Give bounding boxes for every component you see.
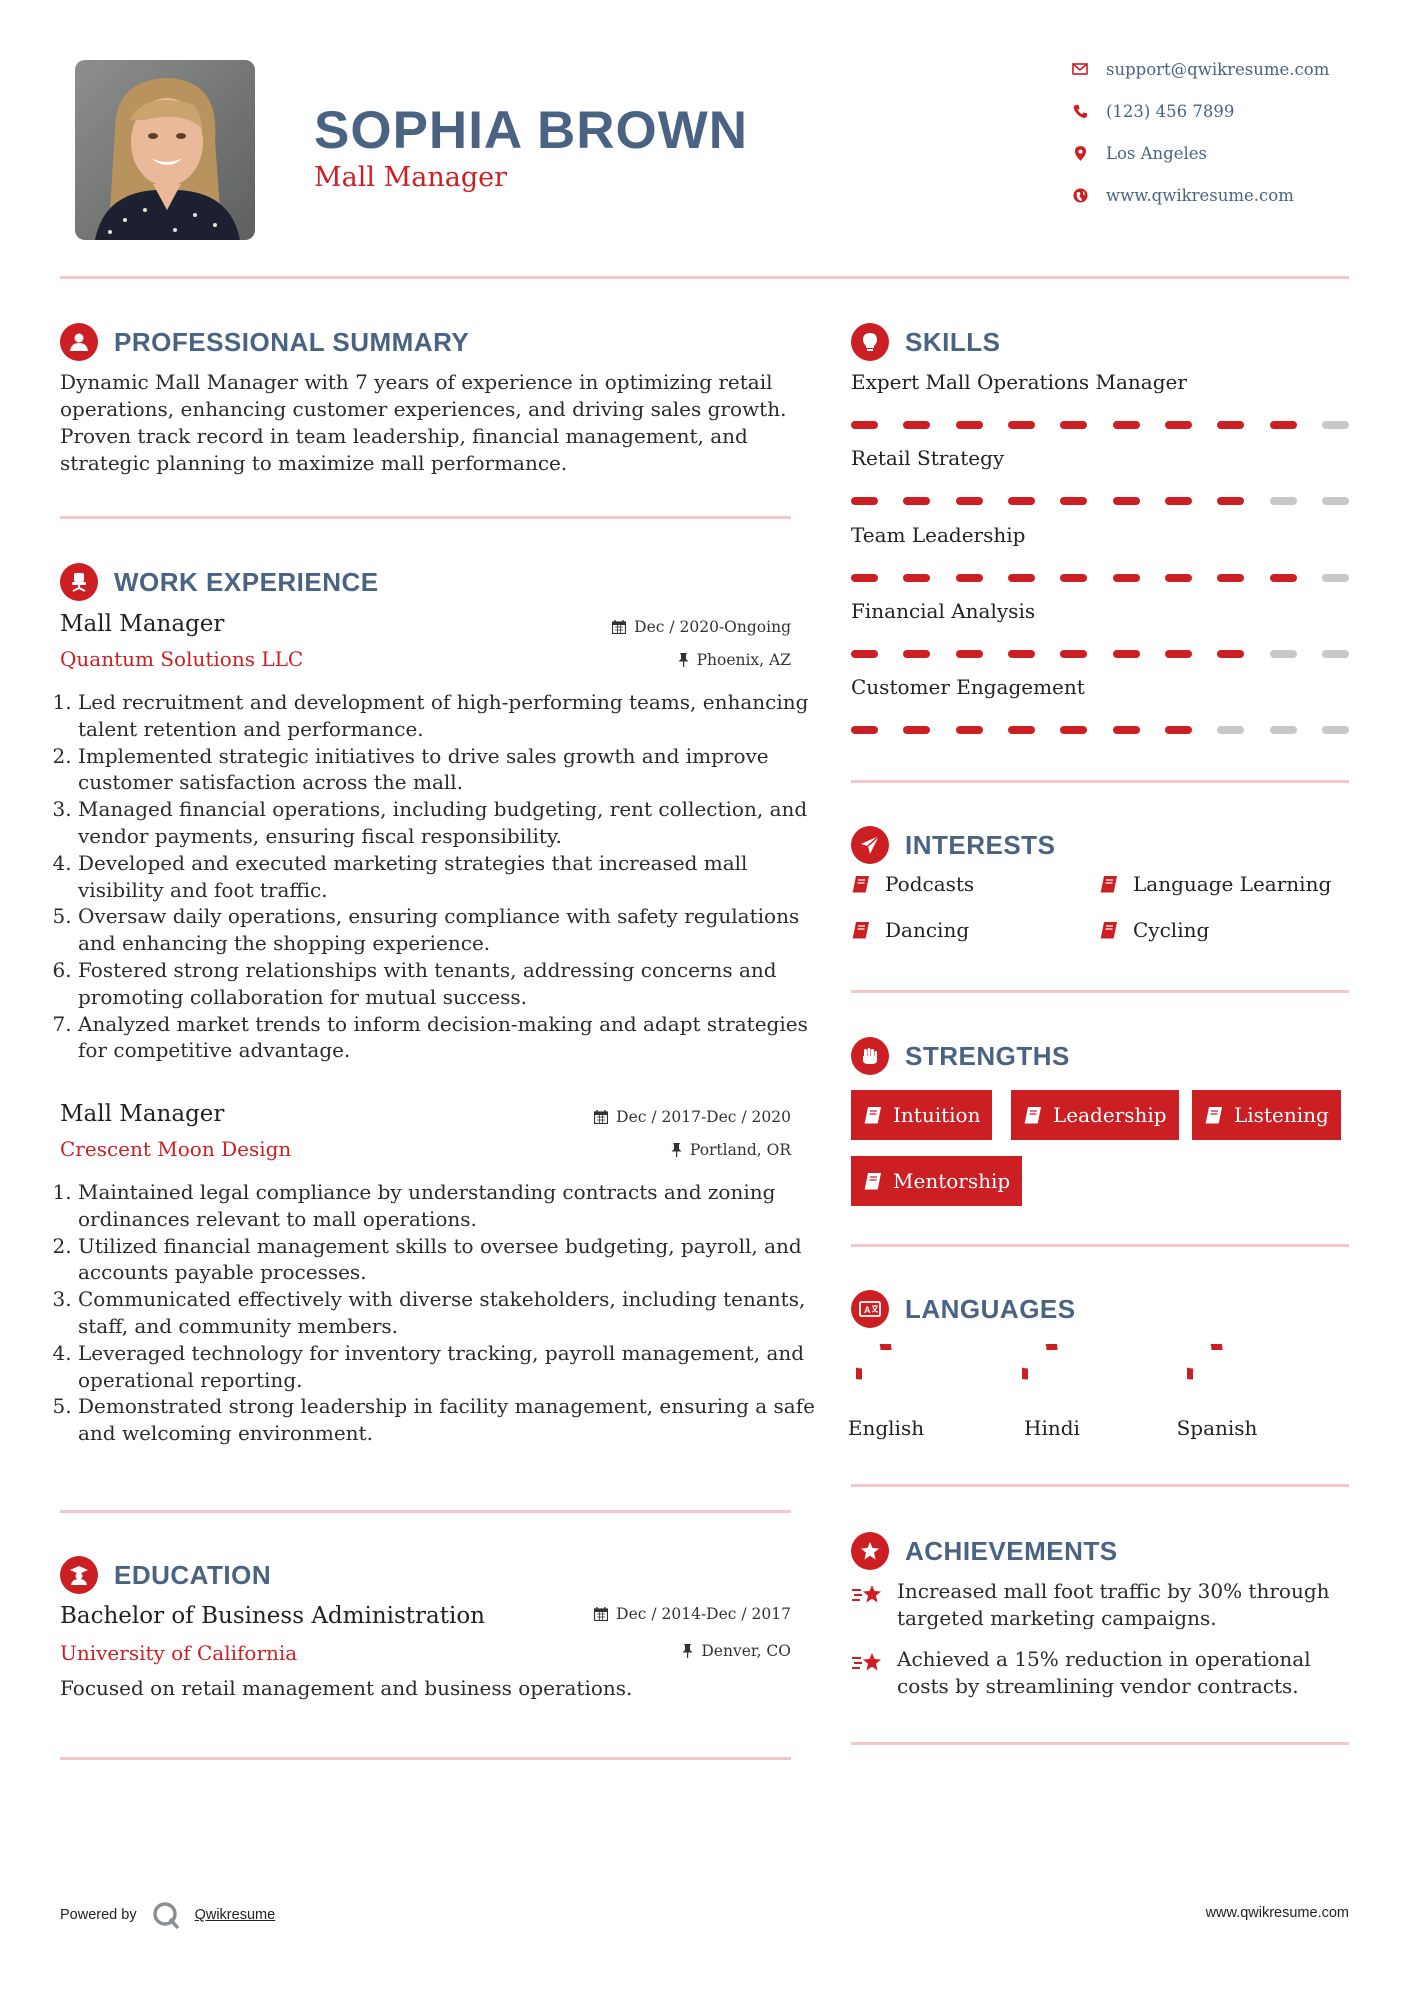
rating-dot <box>1322 726 1349 734</box>
rating-dot <box>1060 574 1087 582</box>
proficiency-arc <box>856 1344 886 1374</box>
section-interests <box>851 826 1055 864</box>
section-heading: LANGUAGES <box>905 1293 1076 1324</box>
section-heading: EDUCATION <box>114 1559 272 1590</box>
list-item: 1. Maintained legal compliance by understanding contracts and zoning ordinances relevant to mall operations. <box>78 1179 818 1233</box>
rating-dot <box>1217 574 1244 582</box>
calendar-icon <box>594 1607 608 1621</box>
job-location <box>678 651 791 669</box>
calendar-icon <box>612 620 626 634</box>
rating-dot <box>1217 650 1244 658</box>
rating-dot <box>851 574 878 582</box>
rating-dot <box>1165 574 1192 582</box>
list-item: 3. Managed financial operations, including budgeting, rent collection, and vendor payments, ensuring fiscal responsibility. <box>78 796 818 850</box>
rating-dot <box>1165 650 1192 658</box>
rating-dot <box>903 574 930 582</box>
rating-dot <box>1008 650 1035 658</box>
lightbulb-icon <box>851 323 889 361</box>
achievements-divider <box>851 1742 1349 1745</box>
interest-item: Cycling <box>1099 918 1209 942</box>
job-location-text: Portland, OR <box>689 1141 791 1159</box>
skill-rating <box>851 421 1349 429</box>
book-icon <box>863 1172 883 1190</box>
book-icon <box>851 921 871 939</box>
list-item: 2. Utilized financial management skills to oversee budgeting, payroll, and accounts payable processes. <box>78 1233 818 1287</box>
map-pin-icon <box>1070 143 1090 163</box>
education-location <box>682 1642 791 1660</box>
interest-item: Dancing <box>851 918 969 942</box>
contact-email-text: support@qwikresume.com <box>1106 59 1330 79</box>
skill-name: Customer Engagement <box>851 675 1085 699</box>
profile-photo <box>75 60 255 240</box>
section-heading: PROFESSIONAL SUMMARY <box>114 326 470 357</box>
language-item <box>992 1344 1112 1440</box>
book-icon <box>1099 921 1119 939</box>
rating-dot <box>956 650 983 658</box>
list-item: 6. Fostered strong relationships with tenants, addressing concerns and promoting collaboration for mutual success. <box>78 957 818 1011</box>
pushpin-icon <box>682 1644 693 1658</box>
section-languages <box>851 1290 1076 1328</box>
job-title: Mall Manager <box>60 1101 225 1127</box>
strength-tag: Intuition <box>851 1090 992 1140</box>
pushpin-icon <box>671 1143 682 1157</box>
paper-plane-icon <box>851 826 889 864</box>
job-dates-text: Dec / 2017-Dec / 2020 <box>616 1108 791 1126</box>
rating-dot <box>903 497 930 505</box>
strengths-divider <box>851 1244 1349 1247</box>
rating-dot <box>1060 497 1087 505</box>
education-divider <box>60 1757 791 1760</box>
proficiency-ring <box>856 1344 916 1404</box>
rating-dot <box>1008 497 1035 505</box>
skill-rating <box>851 726 1349 734</box>
rating-dot <box>851 421 878 429</box>
section-heading: STRENGTHS <box>905 1040 1070 1071</box>
skill-name: Financial Analysis <box>851 599 1036 623</box>
globe-icon <box>1070 185 1090 205</box>
book-icon <box>851 875 871 893</box>
company-name: Crescent Moon Design <box>60 1137 292 1161</box>
education-description: Focused on retail management and business operations. <box>60 1676 633 1700</box>
shooting-star-icon <box>851 1650 885 1676</box>
svg-text:A: A <box>864 1305 871 1315</box>
section-heading: WORK EXPERIENCE <box>114 566 379 597</box>
section-heading: SKILLS <box>905 326 1001 357</box>
powered-by-label: Powered by <box>60 1907 137 1923</box>
rating-dot <box>1270 650 1297 658</box>
degree-title: Bachelor of Business Administration <box>60 1603 485 1629</box>
proficiency-arc <box>1187 1344 1217 1374</box>
rating-dot <box>1270 574 1297 582</box>
job-location-text: Phoenix, AZ <box>696 651 791 669</box>
language-name: English <box>847 1416 925 1440</box>
skill-rating <box>851 650 1349 658</box>
job-duties-list <box>60 1179 818 1447</box>
contact-location-text: Los Angeles <box>1106 143 1207 163</box>
rating-dot <box>1113 421 1140 429</box>
interests-divider <box>851 990 1349 993</box>
rating-dot <box>903 650 930 658</box>
rating-dot <box>1113 574 1140 582</box>
section-strengths <box>851 1037 1070 1075</box>
qwikresume-link[interactable]: Qwikresume <box>194 1907 276 1923</box>
rating-dot <box>1113 726 1140 734</box>
rating-dot <box>1270 726 1297 734</box>
contact-location <box>1070 141 1370 165</box>
proficiency-arc <box>1022 1344 1052 1374</box>
shooting-star-icon <box>851 1582 885 1608</box>
user-icon <box>60 323 98 361</box>
rating-dot <box>1113 650 1140 658</box>
phone-icon <box>1070 101 1090 121</box>
language-name: Hindi <box>1024 1416 1080 1440</box>
rating-dot <box>903 421 930 429</box>
rating-dot <box>1008 726 1035 734</box>
skill-name: Expert Mall Operations Manager <box>851 370 1187 394</box>
book-icon <box>1099 875 1119 893</box>
section-achievements <box>851 1532 1118 1570</box>
proficiency-ring <box>1187 1344 1247 1404</box>
job-dates <box>612 618 791 636</box>
job-dates-text: Dec / 2020-Ongoing <box>634 618 791 636</box>
skills-divider <box>851 780 1349 783</box>
school-name: University of California <box>60 1641 298 1665</box>
language-item <box>1157 1344 1277 1440</box>
contact-email[interactable] <box>1070 57 1370 81</box>
education-dates <box>594 1605 791 1623</box>
language-item <box>826 1344 946 1440</box>
section-work-experience <box>60 563 379 601</box>
book-icon <box>1204 1106 1224 1124</box>
rating-dot <box>956 497 983 505</box>
graduate-icon <box>60 1556 98 1594</box>
rating-dot <box>1008 574 1035 582</box>
book-icon <box>863 1106 883 1124</box>
contact-phone-text: (123) 456 7899 <box>1106 101 1235 121</box>
list-item: 7. Analyzed market trends to inform decision-making and adapt strategies for competitive advantage. <box>78 1011 818 1065</box>
rating-dot <box>1165 421 1192 429</box>
contact-website-text: www.qwikresume.com <box>1106 185 1294 205</box>
pushpin-icon <box>678 653 689 667</box>
job-dates <box>594 1108 791 1126</box>
rating-dot <box>851 650 878 658</box>
rating-dot <box>1060 726 1087 734</box>
strength-tag: Mentorship <box>851 1156 1022 1206</box>
rating-dot <box>1165 497 1192 505</box>
footer-website[interactable]: www.qwikresume.com <box>1205 1905 1349 1921</box>
list-item: 2. Implemented strategic initiatives to drive sales growth and improve customer satisfaction across the mall. <box>78 743 818 797</box>
rating-dot <box>1322 421 1349 429</box>
rating-dot <box>1322 574 1349 582</box>
skill-rating <box>851 497 1349 505</box>
section-heading: INTERESTS <box>905 829 1056 860</box>
rating-dot <box>1270 421 1297 429</box>
section-heading: ACHIEVEMENTS <box>905 1535 1118 1566</box>
proficiency-ring <box>1022 1344 1082 1404</box>
rating-dot <box>1270 497 1297 505</box>
skill-name: Retail Strategy <box>851 446 1005 470</box>
candidate-name: SOPHIA BROWN <box>314 101 749 160</box>
rating-dot <box>1217 726 1244 734</box>
candidate-title: Mall Manager <box>314 162 507 193</box>
education-location-text: Denver, CO <box>701 1642 791 1660</box>
rating-dot <box>851 726 878 734</box>
summary-text: Dynamic Mall Manager with 7 years of experience in optimizing retail operations, enhancing customer experiences, and driving sales growth. Proven track record in team leadership, financial management, and strategic planning to maximize mall performance. <box>60 370 787 475</box>
strength-tag: Leadership <box>1011 1090 1179 1140</box>
rating-dot <box>1217 421 1244 429</box>
rating-dot <box>956 421 983 429</box>
rating-dot <box>1113 497 1140 505</box>
rating-dot <box>956 726 983 734</box>
section-professional-summary <box>60 323 469 361</box>
achievement-item: Achieved a 15% reduction in operational costs by streamlining vendor contracts. <box>851 1646 1349 1700</box>
rating-dot <box>1060 421 1087 429</box>
job-location <box>671 1141 791 1159</box>
languages-divider <box>851 1484 1349 1487</box>
rating-dot <box>1165 726 1192 734</box>
rating-dot <box>903 726 930 734</box>
interest-item: Podcasts <box>851 872 974 896</box>
rating-dot <box>851 497 878 505</box>
calendar-icon <box>594 1110 608 1124</box>
fist-icon <box>851 1037 889 1075</box>
contact-phone[interactable] <box>1070 99 1370 123</box>
skill-rating <box>851 574 1349 582</box>
rating-dot <box>1322 650 1349 658</box>
qwikresume-logo-icon <box>151 1900 181 1930</box>
job-duties-list <box>60 689 818 1064</box>
list-item: 3. Communicated effectively with diverse stakeholders, including tenants, staff, and community members. <box>78 1286 818 1340</box>
footer-branding <box>60 1900 275 1930</box>
rating-dot <box>1217 497 1244 505</box>
summary-divider <box>60 516 791 519</box>
company-name: Quantum Solutions LLC <box>60 647 304 671</box>
skill-name: Team Leadership <box>851 523 1026 547</box>
book-icon <box>1023 1106 1043 1124</box>
list-item: 1. Led recruitment and development of high-performing teams, enhancing talent retention and performance. <box>78 689 818 743</box>
section-skills <box>851 323 1000 361</box>
language-icon <box>851 1290 889 1328</box>
briefcase-chair-icon <box>60 563 98 601</box>
rating-dot <box>1322 497 1349 505</box>
education-dates-text: Dec / 2014-Dec / 2017 <box>616 1605 791 1623</box>
interest-item: Language Learning <box>1099 872 1331 896</box>
strength-tag: Listening <box>1192 1090 1341 1140</box>
list-item: 5. Demonstrated strong leadership in facility management, ensuring a safe and welcoming environment. <box>78 1393 818 1447</box>
achievement-item: Increased mall foot traffic by 30% through targeted marketing campaigns. <box>851 1578 1349 1632</box>
rating-dot <box>1008 421 1035 429</box>
envelope-icon <box>1070 59 1090 79</box>
job-title: Mall Manager <box>60 611 225 637</box>
language-name: Spanish <box>1176 1416 1258 1440</box>
section-education <box>60 1556 271 1594</box>
rating-dot <box>1060 650 1087 658</box>
star-badge-icon <box>851 1532 889 1570</box>
work-divider <box>60 1510 791 1513</box>
header-divider <box>60 276 1349 279</box>
list-item: 4. Leveraged technology for inventory tracking, payroll management, and operational reporting. <box>78 1340 818 1394</box>
contact-website[interactable] <box>1070 183 1370 207</box>
rating-dot <box>956 574 983 582</box>
list-item: 4. Developed and executed marketing strategies that increased mall visibility and foot traffic. <box>78 850 818 904</box>
list-item: 5. Oversaw daily operations, ensuring compliance with safety regulations and enhancing the shopping experience. <box>78 903 818 957</box>
